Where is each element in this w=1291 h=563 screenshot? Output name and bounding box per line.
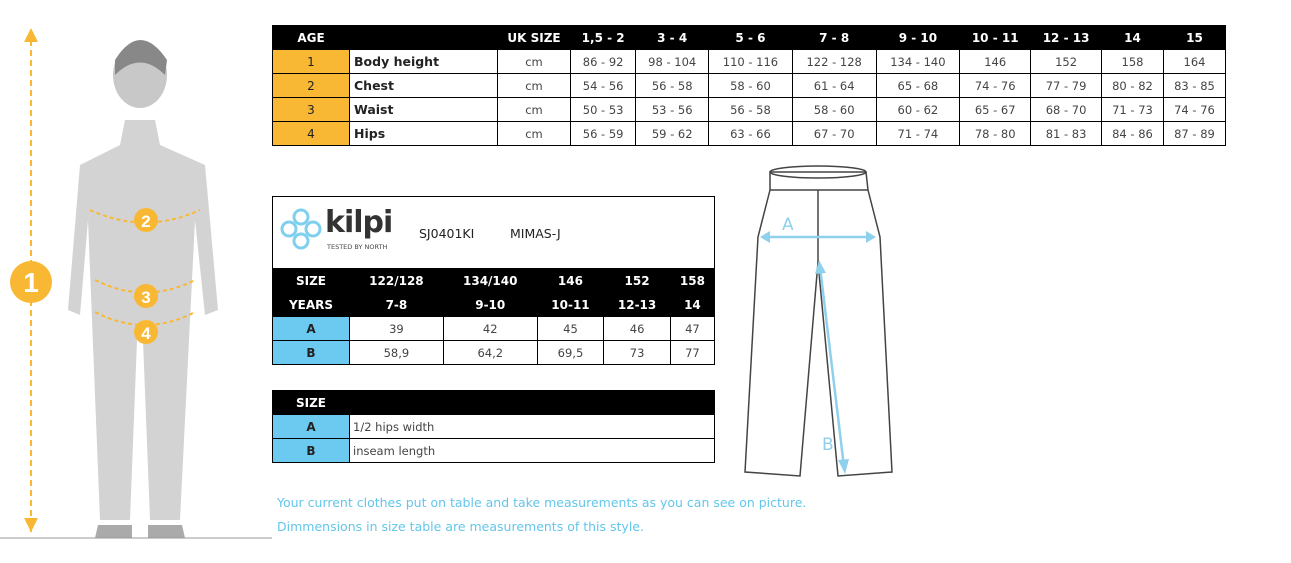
value-cell: 87 - 89	[1163, 122, 1225, 146]
value-cell: 53 - 56	[636, 98, 709, 122]
brand-name: kilpi	[325, 205, 393, 240]
value-cell: 80 - 82	[1102, 74, 1164, 98]
value-cell: 74 - 76	[960, 74, 1031, 98]
marker-4: 4	[141, 324, 151, 343]
value-cell: 86 - 92	[571, 50, 636, 74]
child-measurement-figure	[0, 20, 272, 545]
instruction-note: Dimmensions in size table are measurements of this style.	[277, 519, 644, 534]
header-cell: 5 - 6	[709, 26, 793, 50]
value-cell: cm	[498, 74, 571, 98]
value-cell: 46	[604, 317, 671, 341]
table-row	[273, 50, 1226, 74]
value-cell: 83 - 85	[1163, 74, 1225, 98]
value-cell: 152	[1031, 50, 1102, 74]
years-cell: 14	[670, 293, 714, 317]
marker-1: 1	[23, 267, 39, 298]
measure-key: A	[273, 317, 350, 341]
value-cell: 98 - 104	[636, 50, 709, 74]
value-cell: 65 - 68	[876, 74, 960, 98]
value-cell: cm	[498, 122, 571, 146]
value-cell: 42	[443, 317, 537, 341]
size-cell: SIZE	[273, 269, 350, 293]
header-cell: 14	[1102, 26, 1164, 50]
product-code: SJ0401KI	[419, 226, 475, 241]
years-cell: 10-11	[537, 293, 604, 317]
label-a: A	[782, 215, 794, 235]
size-cell: 158	[670, 269, 714, 293]
header-cell: UK SIZE	[498, 26, 571, 50]
header-cell: 10 - 11	[960, 26, 1031, 50]
years-cell: YEARS	[273, 293, 350, 317]
header-cell: 1,5 - 2	[571, 26, 636, 50]
value-cell: 56 - 58	[709, 98, 793, 122]
instruction-note: Your current clothes put on table and take measurements as you can see on picture.	[277, 495, 807, 510]
pants-measurement-figure	[740, 162, 900, 482]
value-cell: 56 - 58	[636, 74, 709, 98]
value-cell: 110 - 116	[709, 50, 793, 74]
value-cell: 68 - 70	[1031, 98, 1102, 122]
value-cell: 71 - 74	[876, 122, 960, 146]
legend-desc: inseam length	[350, 439, 715, 463]
row-label: Hips	[350, 122, 498, 146]
marker-3: 3	[141, 288, 151, 307]
value-cell: 122 - 128	[792, 50, 876, 74]
table-row	[273, 122, 1226, 146]
value-cell: 146	[960, 50, 1031, 74]
header-row	[273, 391, 715, 415]
value-cell: 81 - 83	[1031, 122, 1102, 146]
value-cell: 54 - 56	[571, 74, 636, 98]
value-cell: 61 - 64	[792, 74, 876, 98]
legend-row	[273, 439, 715, 463]
size-row	[273, 269, 715, 293]
row-number: 4	[273, 122, 350, 146]
value-cell: 77	[670, 341, 714, 365]
size-cell: 146	[537, 269, 604, 293]
pants-size-table	[272, 268, 715, 365]
header-cell: 12 - 13	[1031, 26, 1102, 50]
legend-desc: 1/2 hips width	[350, 415, 715, 439]
header-cell	[350, 391, 715, 415]
value-cell: 56 - 59	[571, 122, 636, 146]
value-cell: 71 - 73	[1102, 98, 1164, 122]
row-label: Chest	[350, 74, 498, 98]
value-cell: 164	[1163, 50, 1225, 74]
size-cell: 122/128	[350, 269, 444, 293]
marker-2: 2	[141, 212, 151, 231]
value-cell: cm	[498, 50, 571, 74]
row-label: Body height	[350, 50, 498, 74]
value-cell: 47	[670, 317, 714, 341]
value-cell: 58,9	[350, 341, 444, 365]
header-cell: 9 - 10	[876, 26, 960, 50]
row-number: 2	[273, 74, 350, 98]
kilpi-knot-logo-icon	[279, 207, 323, 251]
value-cell: 134 - 140	[876, 50, 960, 74]
value-cell: 84 - 86	[1102, 122, 1164, 146]
value-cell: cm	[498, 98, 571, 122]
label-b: B	[822, 435, 834, 455]
value-cell: 58 - 60	[709, 74, 793, 98]
value-cell: 63 - 66	[709, 122, 793, 146]
size-cell: 134/140	[443, 269, 537, 293]
value-cell: 45	[537, 317, 604, 341]
table-row	[273, 74, 1226, 98]
legend-key: A	[273, 415, 350, 439]
years-cell: 7-8	[350, 293, 444, 317]
header-cell: 15	[1163, 26, 1225, 50]
value-cell: 67 - 70	[792, 122, 876, 146]
row-number: 3	[273, 98, 350, 122]
header-cell	[350, 26, 498, 50]
table-row	[273, 341, 715, 365]
row-number: 1	[273, 50, 350, 74]
header-cell: 7 - 8	[792, 26, 876, 50]
table-row	[273, 317, 715, 341]
row-label: Waist	[350, 98, 498, 122]
table-row	[273, 98, 1226, 122]
product-name: MIMAS-J	[510, 226, 561, 241]
header-cell: 3 - 4	[636, 26, 709, 50]
value-cell: 73	[604, 341, 671, 365]
value-cell: 58 - 60	[792, 98, 876, 122]
value-cell: 64,2	[443, 341, 537, 365]
value-cell: 74 - 76	[1163, 98, 1225, 122]
legend-row	[273, 415, 715, 439]
value-cell: 69,5	[537, 341, 604, 365]
value-cell: 50 - 53	[571, 98, 636, 122]
header-cell: SIZE	[273, 391, 350, 415]
value-cell: 59 - 62	[636, 122, 709, 146]
years-row	[273, 293, 715, 317]
size-cell: 152	[604, 269, 671, 293]
header-row	[273, 26, 1226, 50]
body-size-table	[272, 25, 1226, 146]
value-cell: 78 - 80	[960, 122, 1031, 146]
value-cell: 60 - 62	[876, 98, 960, 122]
value-cell: 39	[350, 317, 444, 341]
value-cell: 158	[1102, 50, 1164, 74]
brand-tagline: TESTED BY NORTH	[327, 243, 388, 251]
years-cell: 9-10	[443, 293, 537, 317]
brand-header	[272, 196, 715, 269]
value-cell: 77 - 79	[1031, 74, 1102, 98]
value-cell: 65 - 67	[960, 98, 1031, 122]
measurement-legend-table	[272, 390, 715, 463]
legend-key: B	[273, 439, 350, 463]
years-cell: 12-13	[604, 293, 671, 317]
header-cell: AGE	[273, 26, 350, 50]
measure-key: B	[273, 341, 350, 365]
